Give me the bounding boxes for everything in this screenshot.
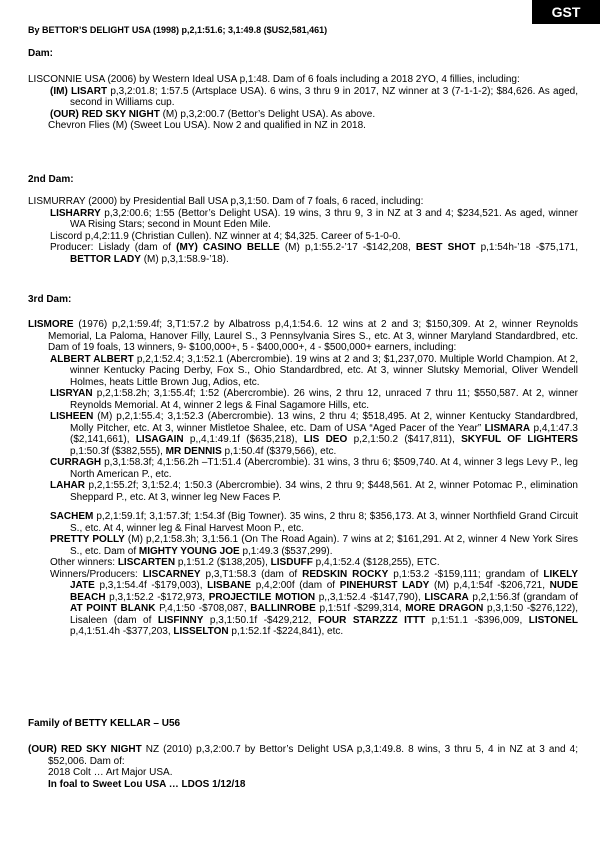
horse-name: (OUR) RED SKY NIGHT [50,108,160,120]
second-dam-section [28,196,578,265]
progeny-pretty-polly: PRETTY POLLY (M) p,2,1:58.3h; 3,1:56.1 (On The Road Again). 7 wins at 2; $161,291. At 2, winner 4 New York Sires S., etc. Dam of MIGHTY YOUNG JOE p,1:49.3 ($537,299). [50,534,578,557]
second-dam-producer: Producer: Lislady (dam of (MY) CASINO BELLE (M) p,1:55.2-’17 -$142,208, BEST SHOT p,1:54h-’18 -$75,171, BETTOR LADY (M) p,3,1:58.9-’18). [50,242,578,265]
progeny-lisheen: LISHEEN (M) p,2,1:55.4; 3,1:52.3 (Abercrombie). 13 wins, 2 thru 4; $518,495. At 2, winner Kentucky Standardbred, Molly Pitcher, etc. At 3, winner Mistletoe Shalee, etc. Dam of USA “Aged Pacer of the Year” LISMARA p,4,1:47.3 ($2,141,661), LISAGAIN p,,4,1:49.1f ($635,218), LIS DEO p,2,1:50.2 ($417,811), SKYFUL OF LIGHTERS p,1:50.3f ($382,555), MR DENNIS p,1:50.4f ($379,566), etc. [50,411,578,457]
third-dam-section [28,319,578,638]
family-foal-2018: 2018 Colt … Art Major USA. [48,767,173,778]
dam-progeny-chevron-flies: Chevron Flies (M) (Sweet Lou USA). Now 2 and qualified in NZ in 2018. [48,120,366,131]
family-in-foal: In foal to Sweet Lou USA … LDOS 1/12/18 [48,778,246,790]
second-dam-progeny-lisharry: LISHARRY p,3,2:00.6; 1:55 (Bettor’s Delight USA). 19 wins, 3 thru 9, 3 in NZ at 3 and 4; $234,521. As aged, winner WA Rising Stars; second in Mount Eden Mile. [50,207,578,230]
other-winners: Other winners: LISCARTEN p,1:51.2 ($138,205), LISDUFF p,4,1:52.4 ($128,255), ETC. [50,557,440,568]
dam-heading: Dam: [28,48,54,59]
progeny-sachem: SACHEM p,2,1:59.1f; 3,1:57.3f; 1:54.3f (Big Towner). 35 wins, 2 thru 8; $356,173. At 3, winner Northfield Grand Circuit S., etc. At 4, winner leg & Final Harvest Moon P., etc. [50,511,578,534]
second-dam-heading: 2nd Dam: [28,174,74,185]
family-heading: Family of BETTY KELLAR – U56 [28,718,181,729]
lot-category-badge: GST [532,0,600,24]
progeny-lahar: LAHAR p,2,1:55.2f; 3,1:52.4; 1:50.3 (Abercrombie). 34 wins, 2 thru 9; $448,561. At 2, winner Potomac P., elimination Sheppard P., etc. At 3, winner leg New Faces P. [50,480,578,503]
dam-progeny-lisart: (IM) LISART p,3,2:01.8; 1:57.5 (Artsplace USA). 6 wins, 3 thru 9 in 2017, NZ winner at 3 (7-1-1-2); $84,626. As aged, second in Williams cup. [50,85,579,108]
third-dam-heading: 3rd Dam: [28,294,72,305]
family-section [28,744,578,790]
horse-name: (IM) LISART [50,85,108,97]
progeny-curragh: CURRAGH p,3,1:58.3f; 4,1:56.2h –T1:51.4 (Abercrombie). 31 wins, 3 thru 6; $509,740. At 4, winner 3 legs Levy P., leg North American P., etc. [50,457,578,480]
dam-section [28,74,578,132]
second-dam-main: LISMURRAY (2000) by Presidential Ball USA p,3,1:50. Dam of 7 foals, 6 raced, including: [28,196,424,207]
family-main: (OUR) RED SKY NIGHT NZ (2010) p,3,2:00.7 by Bettor’s Delight USA p,3,1:49.8. 8 wins, 3 thru 5, 4 in NZ at 3 and 4; $52,006. Dam of: [28,744,578,767]
progeny-albert-albert: ALBERT ALBERT p,2,1:52.4; 3,1:52.1 (Abercrombie). 19 wins at 2 and 3; $1,237,070. Multiple World Champion. At 2, winner Kentucky Pacing Derby, Fox S., Ohio Standardbred, etc. At 3, winner Slutsky Memorial, Oliver Wendell Holmes, heats Little Brown Jug, Adios, etc. [50,353,579,388]
progeny-lisryan: LISRYAN p,2,1:58.2h; 3,1:55.4f; 1:52 (Abercrombie). 26 wins, 2 thru 12, unraced 7 thru 11; $550,587. At 2, winner Reynolds Memorial. At 4, winner 2 legs & Final Sagamore Hills, etc. [50,388,578,411]
sire-line: By BETTOR’S DELIGHT USA (1998) p,2,1:51.6; 3,1:49.8 ($US2,581,461) [28,25,328,35]
third-dam-main: LISMORE (1976) p,2,1:59.4f; 3,T1:57.2 by Albatross p,4,1:54.6. 12 wins at 2 and 3; $150,309. At 2, winner Reynolds Memorial, La Paloma, Hanover Filly, Laurel S., 3 Pennsylvania Sires S., etc. At 3, winner Maryland Standardbred, etc. Dam of 19 foals, 13 winners, 9- $100,000+, 5 - $400,000+, 4 - $500,000+ earners, including: [28,319,578,353]
second-dam-progeny-liscord: Liscord p,4,2:11.9 (Christian Cullen). NZ winner at 4; $4,325. Career of 5-1-0-0. [50,230,401,242]
dam-main: LISCONNIE USA (2006) by Western Ideal USA p,1:48. Dam of 6 foals including a 2018 2YO, 4 fillies, including: [28,74,520,85]
winners-producers: Winners/Producers: LISCARNEY p,3,T1:58.3 (dam of REDSKIN ROCKY p,1:53.2 -$159,111; grandam of LIKELY JATE p,3,1:54.4f -$179,003), LISBANE p,4,2:00f (dam of PINEHURST LADY (M) p,4,1:54f -$206,721, NUDE BEACH p,3,1:52.2 -$172,973, PROJECTILE MOTION p,,3,1:52.4 -$147,790), LISCARA p,2,1:56.3f (grandam of AT POINT BLANK P,4,1:50 -$708,087, BALLINROBE p,1:51f -$299,314, MORE DRAGON p,3,1:50 -$276,122), Lisaleen (dam of LISFINNY p,3,1:50.1f -$429,212, FOUR STARZZZ ITTT p,1:51.1 -$396,009, LISTONEL p,4,1:51.4h -$377,203, LISSELTON p,1:52.1f -$224,841), etc. [50,568,579,637]
dam-progeny-red-sky-night: (OUR) RED SKY NIGHT (M) p,3,2:00.7 (Bettor’s Delight USA). As above. [50,108,376,120]
